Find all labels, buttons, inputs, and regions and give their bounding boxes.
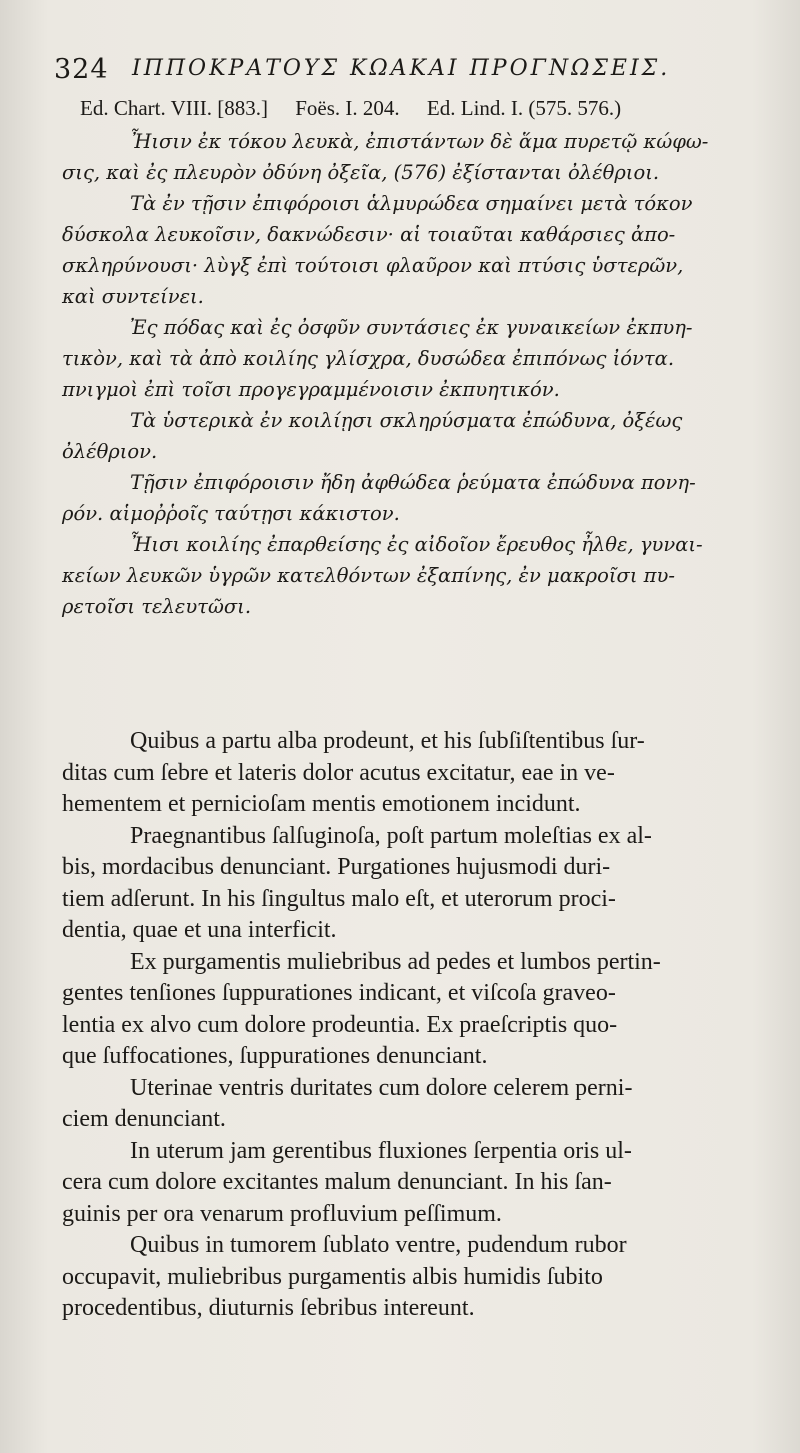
greek-line: σις, καὶ ἐς πλευρὸν ὀδύνη ὀξεῖα, (576) ἐξίστανται ὀλέθριοι. (62, 161, 660, 184)
greek-paragraph (62, 312, 782, 405)
greek-line: καὶ συντείνει. (62, 285, 204, 308)
greek-line: Ἦισι κοιλίης ἐπαρθείσης ἐς αἰδοῖον ἔρευθος ἦλθε, γυναι- (130, 533, 703, 556)
latin-line: ditas cum ſebre et lateris dolor acutus excitatur, eae in ve- (62, 759, 615, 786)
edition-ref-linden: Ed. Lind. I. (575. 576.) (426, 96, 622, 120)
latin-line: Uterinae ventris duritates cum dolore celerem perni- (130, 1074, 633, 1101)
latin-paragraph (62, 726, 782, 821)
greek-line: Τὰ ἐν τῇσιν ἐπιφόροισι ἁλμυρώδεα σημαίνει μετὰ τόκον (130, 192, 693, 215)
greek-line: κείων λευκῶν ὑγρῶν κατελθόντων ἐξαπίνης, ἐν μακροῖσι πυ- (62, 564, 675, 587)
greek-line: ρετοῖσι τελευτῶσι. (62, 595, 252, 618)
greek-paragraph (62, 405, 782, 467)
latin-line: hementem et pernicioſam mentis emotionem incidunt. (62, 791, 581, 817)
latin-line: occupavit, muliebribus purgamentis albis humidis ſubito (62, 1263, 603, 1290)
latin-line: ciem denunciant. (62, 1106, 226, 1132)
latin-paragraph (62, 947, 782, 1073)
edition-ref-chartier: Ed. Chart. VIII. [883.] (80, 96, 268, 120)
greek-line: Τὰ ὑστερικὰ ἐν κοιλίῃσι σκληρύσματα ἐπώδυνα, ὀξέως (130, 409, 683, 432)
greek-line: πνιγμοὶ ἐπὶ τοῖσι προγεγραμμένοισιν ἐκπυητικόν. (62, 378, 560, 401)
latin-line: Quibus a partu alba prodeunt, et his ſubſiſtentibus ſur- (130, 728, 645, 754)
latin-line: cera cum dolore excitantes malum denunciant. In his ſan- (62, 1169, 612, 1195)
latin-line: lentia ex alvo cum dolore prodeuntia. Ex praeſcriptis quo- (62, 1011, 618, 1038)
greek-line: Τῇσιν ἐπιφόροισιν ἤδη ἀφθώδεα ῥεύματα ἐπώδυνα πονη- (130, 471, 696, 494)
latin-line: guinis per ora venarum profluvium peſſimum. (62, 1200, 502, 1227)
greek-line: σκληρύνουσι· λὺγξ ἐπὶ τούτοισι φλαῦρον καὶ πτύσις ὑστερῶν, (62, 254, 684, 277)
greek-paragraph (62, 126, 782, 188)
edition-ref-foes: Foës. I. 204. (295, 96, 400, 120)
greek-paragraph (62, 529, 782, 622)
latin-translation (62, 726, 782, 1325)
greek-line: Ἦισιν ἐκ τόκου λευκὰ, ἐπιστάντων δὲ ἅμα πυρετῷ κώφω- (130, 130, 709, 153)
latin-line: dentia, quae et una interficit. (62, 917, 337, 943)
latin-line: Praegnantibus ſalſuginoſa, poſt partum moleſtias ex al- (130, 822, 652, 849)
latin-paragraph (62, 1136, 782, 1231)
latin-line: Quibus in tumorem ſublato ventre, pudendum rubor (130, 1232, 627, 1258)
greek-paragraph (62, 467, 782, 529)
greek-line: ρόν. αἱμοῤῥοῖς ταύτῃσι κάκιστον. (62, 502, 400, 525)
page-number: 324 (54, 54, 109, 85)
page-header (52, 52, 752, 88)
greek-line: τικὸν, καὶ τὰ ἀπὸ κοιλίης γλίσχρα, δυσώδεα ἐπιπόνως ἰόντα. (62, 347, 675, 370)
latin-paragraph (62, 821, 782, 947)
latin-line: bis, mordacibus denunciant. Purgationes hujusmodi duri- (62, 854, 611, 880)
latin-line: tiem adſerunt. In his ſingultus malo eſt, et uterorum proci- (62, 885, 616, 912)
latin-line: procedentibus, diuturnis ſebribus intereunt. (62, 1295, 475, 1321)
edition-references (80, 96, 780, 121)
greek-paragraph (62, 188, 782, 312)
greek-line: ὀλέθριον. (62, 440, 158, 463)
latin-paragraph (62, 1073, 782, 1136)
greek-text (62, 126, 782, 622)
latin-line: Ex purgamentis muliebribus ad pedes et lumbos pertin- (130, 948, 661, 975)
greek-line: Ἐς πόδας καὶ ἐς ὀσφῦν συντάσιες ἐκ γυναικείων ἐκπυη- (130, 316, 693, 339)
latin-line: In uterum jam gerentibus fluxiones ſerpentia oris ul- (130, 1137, 632, 1164)
latin-paragraph (62, 1230, 782, 1325)
latin-line: gentes tenſiones ſuppurationes indicant, et viſcoſa graveo- (62, 980, 616, 1006)
greek-line: δύσκολα λευκοῖσιν, δακνώδεσιν· αἱ τοιαῦται καθάρσιες ἀπο- (62, 223, 676, 246)
latin-line: que ſuffocationes, ſuppurationes denunciant. (62, 1043, 488, 1069)
running-title: ΙΠΠΟΚΡΑΤΟΥΣ ΚΩΑΚΑΙ ΠΡΟΓΝΩΣΕΙΣ. (132, 56, 671, 81)
